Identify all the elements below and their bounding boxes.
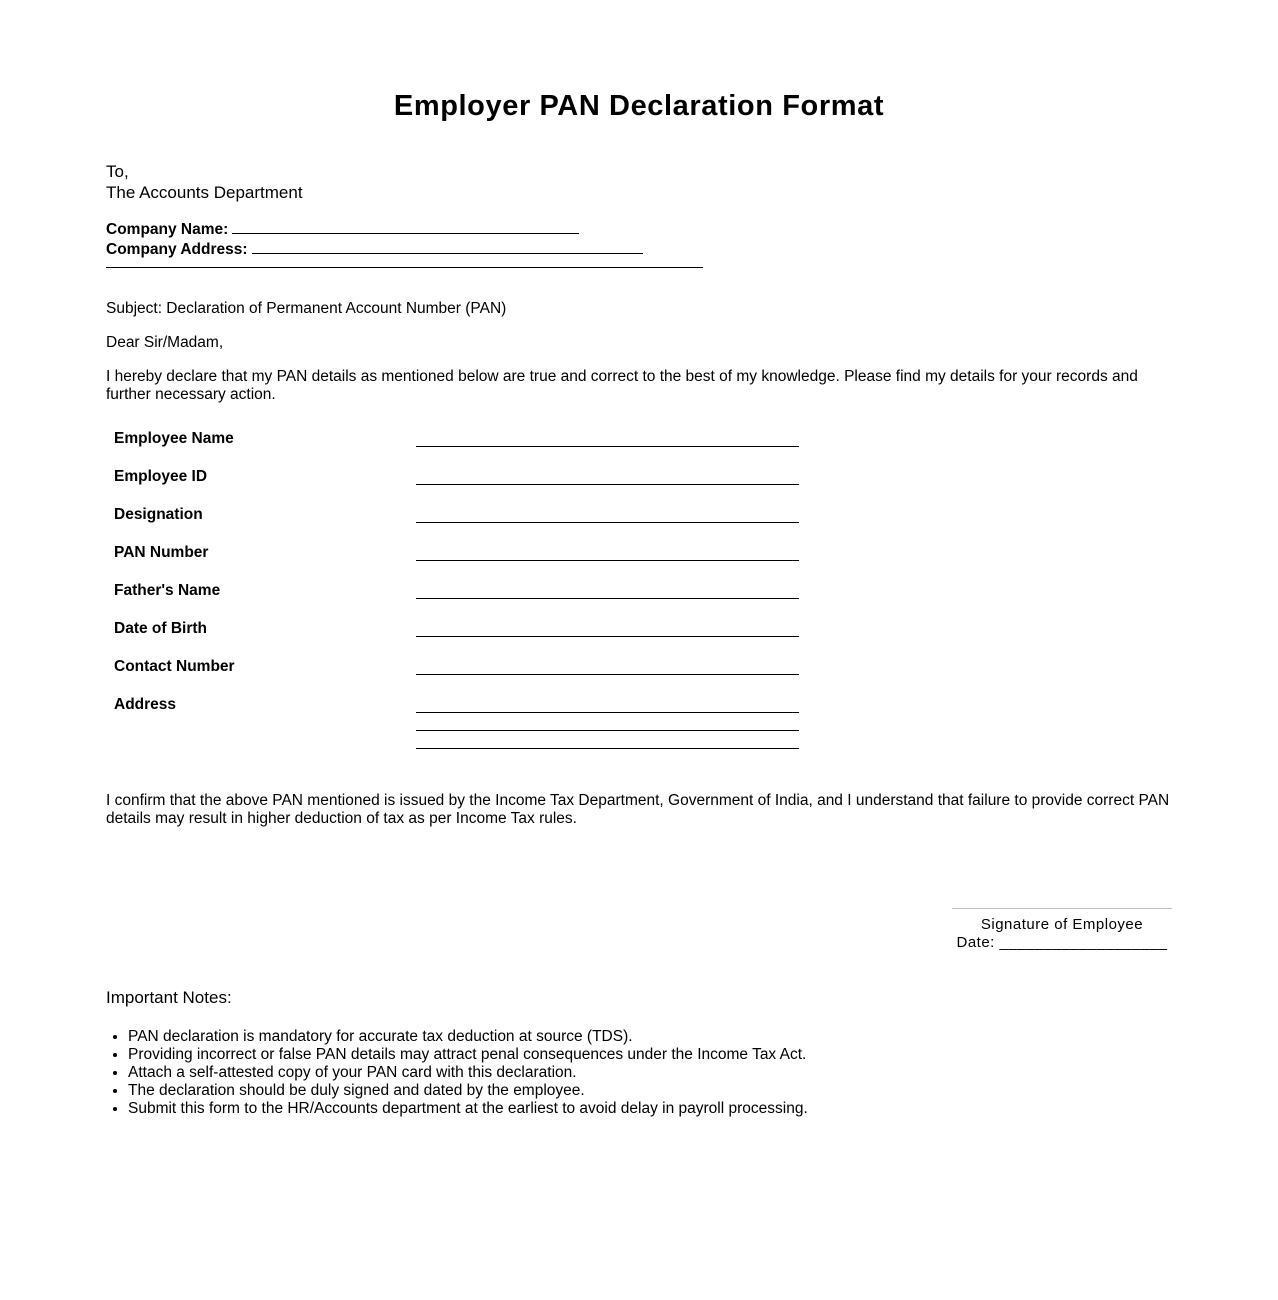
- notes-list: [106, 1028, 808, 1118]
- list-item: • The declaration should be duly signed and dated by the employee.: [128, 1082, 808, 1100]
- field-blank[interactable]: [416, 712, 799, 713]
- company-address-label: Company Address:: [106, 241, 248, 258]
- company-name-row: [106, 219, 703, 239]
- signature-date: Date: ___________________: [956, 934, 1168, 951]
- field-row-designation: [114, 504, 814, 542]
- field-row-pan-number: [114, 542, 814, 580]
- employee-details-table: [114, 428, 814, 750]
- recipient-block: [106, 161, 303, 203]
- field-blank[interactable]: [416, 636, 799, 637]
- signature-label: Signature of Employee: [980, 916, 1144, 933]
- field-blank[interactable]: [416, 484, 799, 485]
- field-label: Date of Birth: [114, 620, 207, 637]
- intro-paragraph: I hereby declare that my PAN details as mentioned below are true and correct to the best of my knowledge. Please find my details for your records and further necessary action.: [106, 368, 1138, 403]
- company-block: [106, 219, 703, 268]
- notes-title: Important Notes:: [106, 988, 232, 1007]
- signature-block: [952, 908, 1172, 952]
- field-label: Employee Name: [114, 430, 234, 447]
- field-blank[interactable]: [416, 748, 799, 749]
- confirmation-paragraph: I confirm that the above PAN mentioned is issued by the Income Tax Department, Government of India, and I understand that failure to provide correct PAN details may result in higher deduction of tax as per Income Tax rules.: [106, 792, 1170, 827]
- list-item: • Providing incorrect or false PAN details may attract penal consequences under the Income Tax Act.: [128, 1046, 808, 1064]
- field-label: PAN Number: [114, 544, 209, 561]
- field-row-fathers-name: [114, 580, 814, 618]
- field-blank[interactable]: [416, 730, 799, 731]
- list-item: • Submit this form to the HR/Accounts department at the earliest to avoid delay in payroll processing.: [128, 1100, 808, 1118]
- company-address-row: [106, 239, 703, 259]
- field-row-date-of-birth: [114, 618, 814, 656]
- field-label: Address: [114, 696, 177, 713]
- field-blank[interactable]: [416, 560, 799, 561]
- salutation: Dear Sir/Madam,: [106, 334, 224, 351]
- recipient-to: To,: [106, 162, 129, 181]
- field-blank[interactable]: [416, 522, 799, 523]
- field-row-employee-name: [114, 428, 814, 466]
- company-name-blank[interactable]: [232, 219, 579, 234]
- field-blank[interactable]: [416, 598, 799, 599]
- field-blank[interactable]: [416, 446, 799, 447]
- subject-line: Subject: Declaration of Permanent Account Number (PAN): [106, 300, 507, 317]
- field-label: Contact Number: [114, 658, 235, 675]
- field-row-contact-number: [114, 656, 814, 694]
- company-name-label: Company Name:: [106, 221, 229, 238]
- document-title: Employer PAN Declaration Format: [393, 90, 885, 122]
- field-label: Employee ID: [114, 468, 208, 485]
- recipient-department: The Accounts Department: [106, 183, 303, 202]
- list-item: • Attach a self-attested copy of your PAN card with this declaration.: [128, 1064, 808, 1082]
- list-item: • PAN declaration is mandatory for accurate tax deduction at source (TDS).: [128, 1028, 808, 1046]
- field-row-employee-id: [114, 466, 814, 504]
- company-address-blank[interactable]: [252, 239, 643, 254]
- field-blank[interactable]: [416, 674, 799, 675]
- field-label: Designation: [114, 506, 203, 523]
- field-label: Father's Name: [114, 582, 221, 599]
- company-address-blank-line-2[interactable]: [106, 259, 703, 268]
- field-row-address: [114, 694, 814, 750]
